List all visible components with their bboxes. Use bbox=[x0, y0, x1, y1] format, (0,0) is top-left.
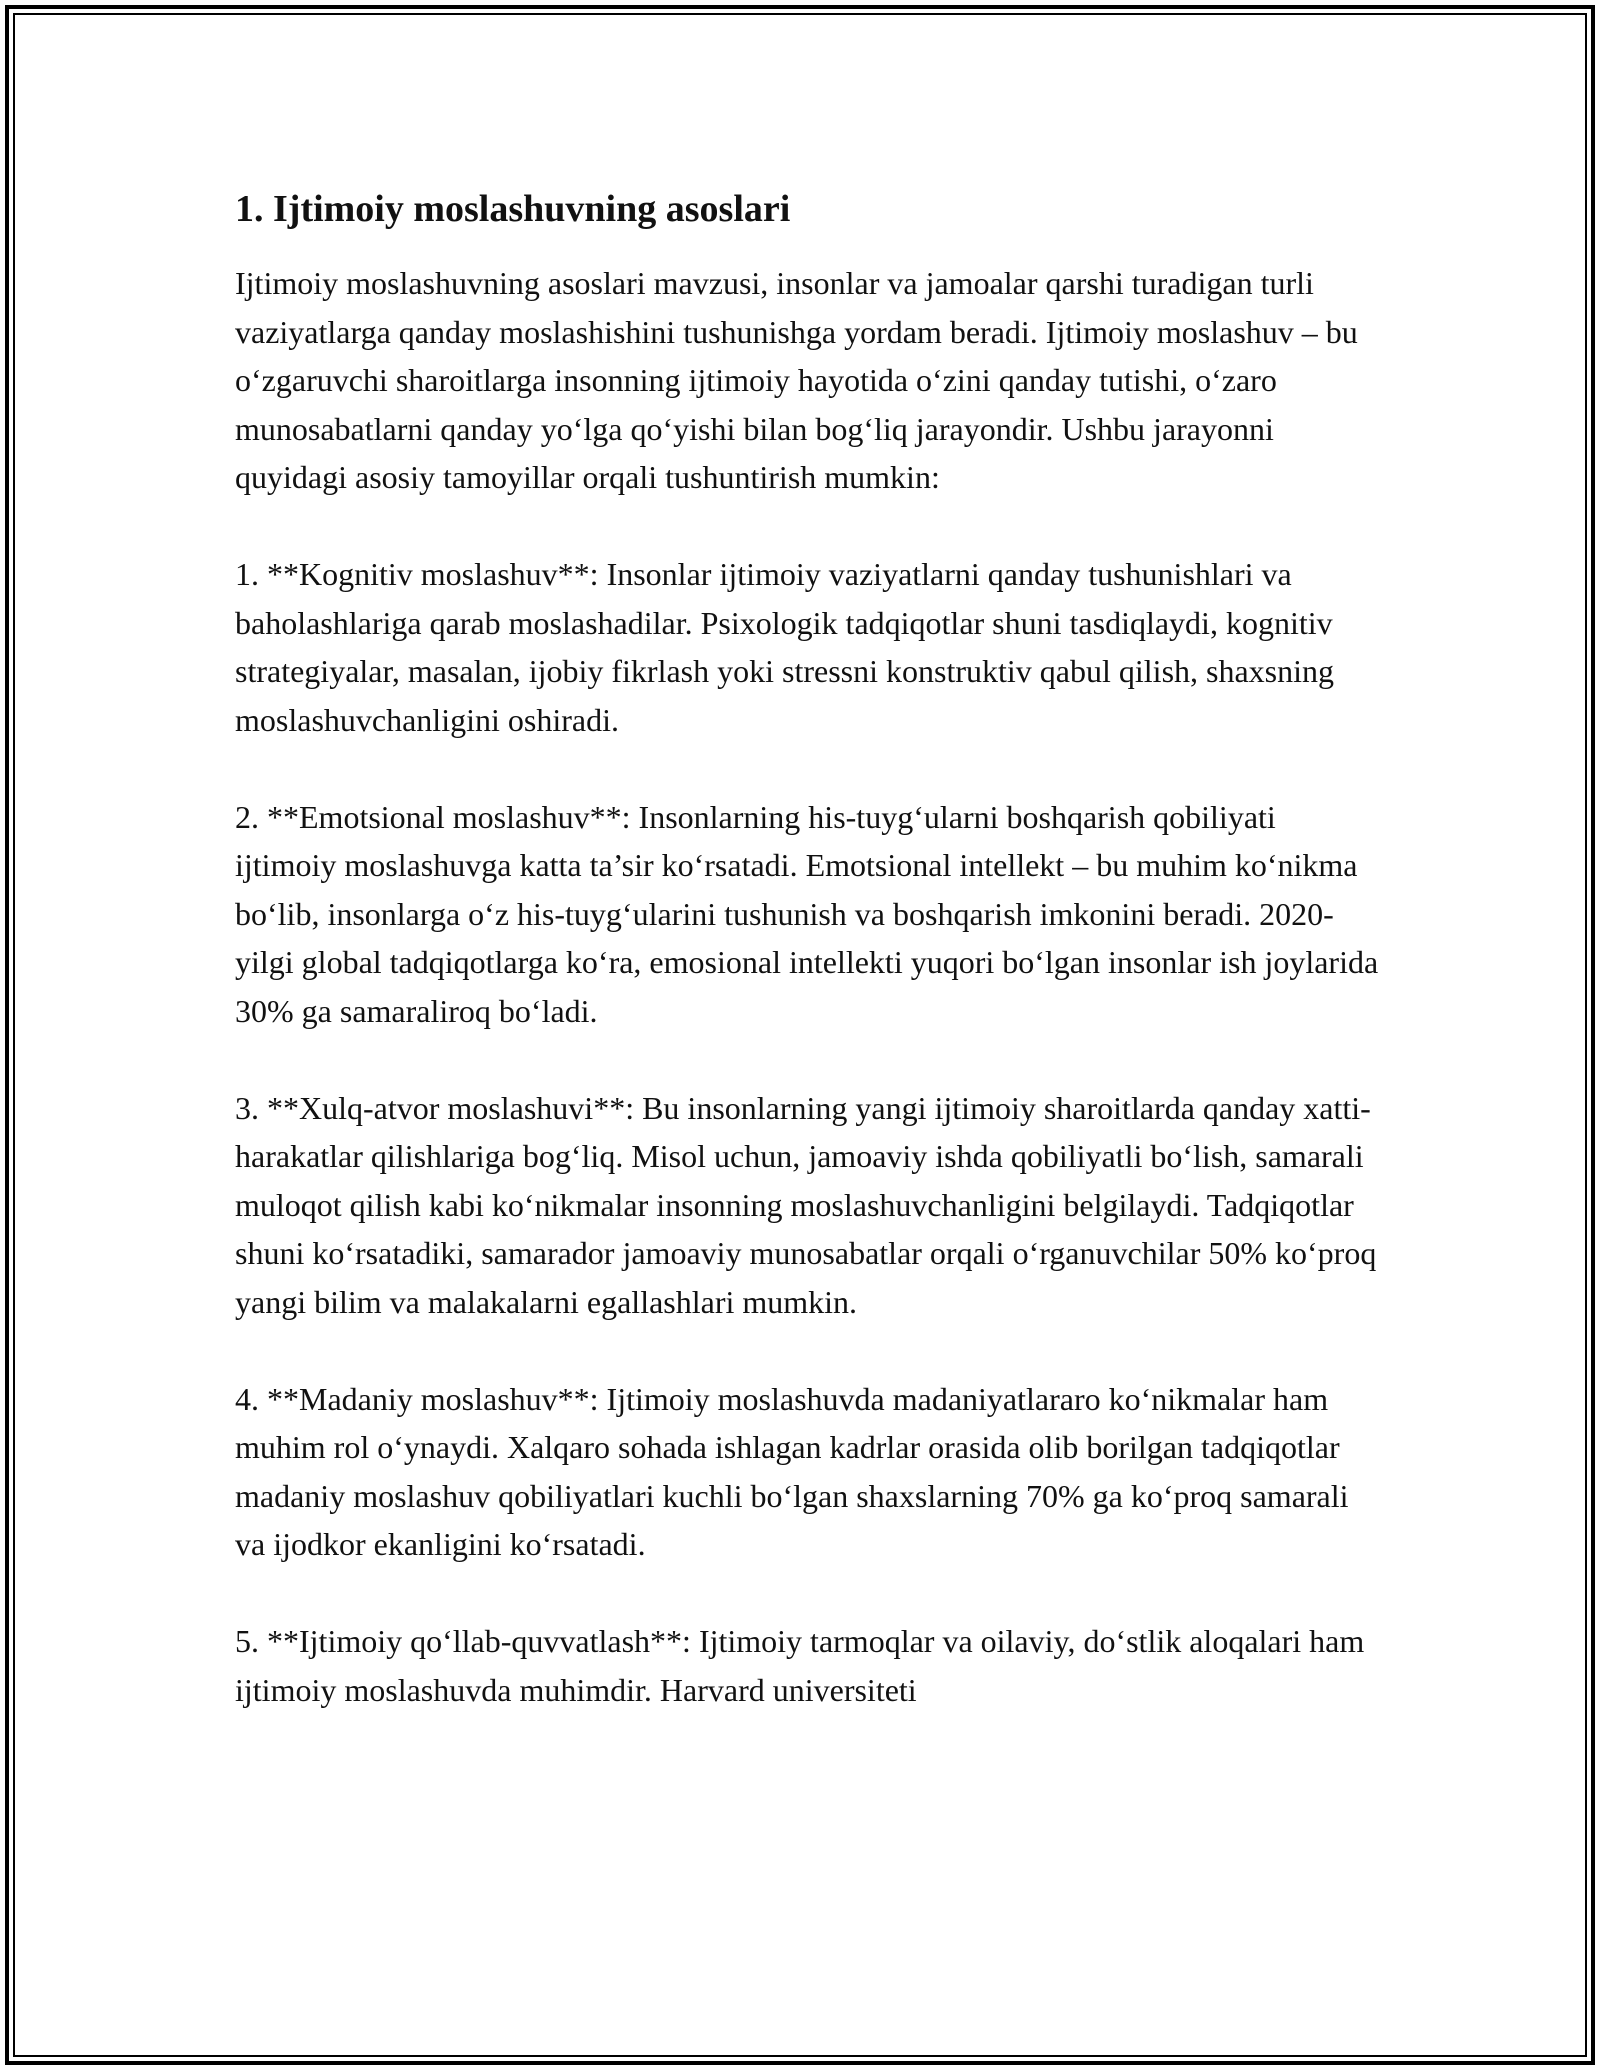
paragraph-cognitive: 1. **Kognitiv moslashuv**: Insonlar ijtimoiy vaziyatlarni qanday tushunishlari va baholashlariga qarab moslashadilar. Psixologik tadqiqotlar shuni tasdiqlaydi, kognitiv strategiyalar, masalan, ijobiy fikrlash yoki stressni konstruktiv qabul qilish, shaxsning moslashuvchanligini oshiradi. bbox=[235, 556, 1335, 738]
paragraph-intro: Ijtimoiy moslashuvning asoslari mavzusi, insonlar va jamoalar qarshi turadigan turli vaziyatlarga qanday moslashishini tushunishga yordam beradi. Ijtimoiy moslashuv – bu o‘zgaruvchi sharoitlarga insonning ijtimoiy hayotida o‘zini qanday tutishi, o‘zaro munosabatlarni qanday yo‘lga qo‘yishi bilan bog‘liq jarayondir. Ushbu jarayonni quyidagi asosiy tamoyillar orqali tushuntirish mumkin: bbox=[235, 265, 1358, 495]
paragraph-cultural: 4. **Madaniy moslashuv**: Ijtimoiy moslashuvda madaniyatlararo ko‘nikmalar ham muhim rol o‘ynaydi. Xalqaro sohada ishlagan kadrlar orasida olib borilgan tadqiqotlar madaniy moslashuv qobiliyatlari kuchli bo‘lgan shaxslarning 70% ga ko‘proq samarali va ijodkor ekanligini ko‘rsatadi. bbox=[235, 1380, 1349, 1562]
paragraph-behavioral: 3. **Xulq-atvor moslashuvi**: Bu insonlarning yangi ijtimoiy sharoitlarda qanday xatti-harakatlar qilishlariga bog‘liq. Misol uchun, jamoaviy ishda qobiliyatli bo‘lish, samarali muloqot qilish kabi ko‘nikmalar insonning moslashuvchanligini belgilaydi. Tadqiqotlar shuni ko‘rsatadiki, samarador jamoaviy munosabatlar orqali o‘rganuvchilar 50% ko‘proq yangi bilim va malakalarni egallashlari mumkin. bbox=[235, 1089, 1377, 1320]
paragraph-social-support: 5. **Ijtimoiy qo‘llab-quvvatlash**: Ijtimoiy tarmoqlar va oilaviy, do‘stlik aloqalari ham ijtimoiy moslashuvda muhimdir. Harvard universiteti bbox=[235, 1623, 1365, 1708]
document-body bbox=[235, 185, 1385, 1714]
section-heading: 1. Ijtimoiy moslashuvning asoslari bbox=[235, 188, 791, 230]
paragraph-emotional: 2. **Emotsional moslashuv**: Insonlarning his-tuyg‘ularni boshqarish qobiliyati ijtimoiy moslashuvga katta ta’sir ko‘rsatadi. Emotsional intellekt – bu muhim ko‘nikma bo‘lib, insonlarga o‘z his-tuyg‘ularini tushunish va boshqarish imkonini beradi. 2020-yilgi global tadqiqotlarga ko‘ra, emosional intellekti yuqori bo‘lgan insonlar ish joylarida 30% ga samaraliroq bo‘ladi. bbox=[235, 798, 1379, 1029]
